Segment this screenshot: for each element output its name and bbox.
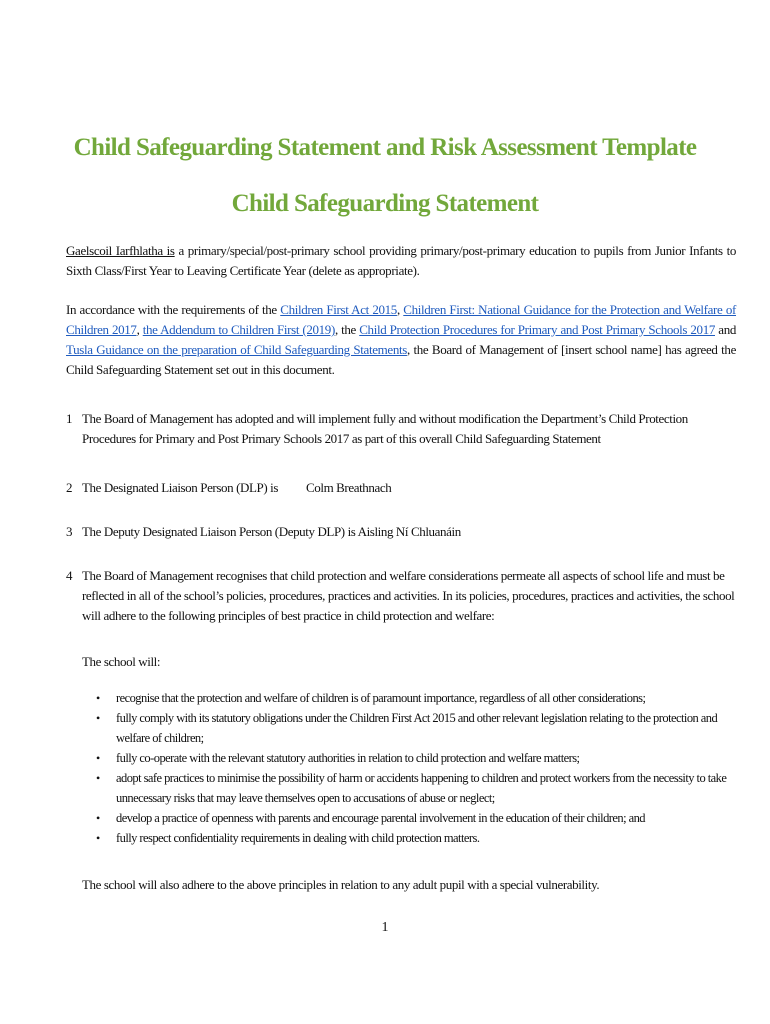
accordance-text: In accordance with the requirements of the xyxy=(66,302,281,317)
intro-paragraph xyxy=(66,241,736,281)
bullet-icon: • xyxy=(96,771,100,785)
accordance-paragraph xyxy=(66,300,736,380)
accordance-text: , the xyxy=(334,322,360,337)
list-item-text: adopt safe practices to minimise the possibility of harm or accidents happening to children and protect workers from the necessity to take unnecessary risks that may leave themselves open to accusations of abuse or neglect; xyxy=(116,771,727,805)
list-item xyxy=(82,688,738,708)
school-name: Gaelscoil Iarfhlatha is xyxy=(66,243,175,258)
item-text: The Board of Management has adopted and will implement fully and without modification the Department’s Child Protection Procedures for Primary and Post Primary Schools 2017 as part of this overall Child Safeguarding Statement xyxy=(82,411,688,446)
list-item xyxy=(82,708,738,748)
accordance-text: , the Board of Management of [insert school name] has agreed the Child Safeguarding Statement set out in this document. xyxy=(66,342,736,377)
numbered-item-2 xyxy=(66,478,736,498)
link-addendum[interactable]: the Addendum to Children First (2019) xyxy=(142,322,335,337)
item-text: The Designated Liaison Person (DLP) is xyxy=(82,480,279,495)
list-item xyxy=(82,828,738,848)
list-item xyxy=(82,768,738,808)
item-number: 1 xyxy=(66,411,73,426)
item-number: 3 xyxy=(66,524,73,539)
item-number: 2 xyxy=(66,480,73,495)
link-child-protection-procedures[interactable]: Child Protection Procedures for Primary and Post Primary Schools 2017 xyxy=(359,322,715,337)
list-item xyxy=(82,808,738,828)
accordance-text: , xyxy=(396,302,404,317)
numbered-item-3 xyxy=(66,522,736,542)
principles-list xyxy=(82,688,738,848)
item-text: The Board of Management recognises that child protection and welfare considerations permeate all aspects of school life and must be reflected in all of the school’s policies, procedures, practices and activities. In its policies, procedures, practices and activities, the school will adhere to the following principles of best practice in child protection and welfare: xyxy=(82,568,735,623)
accordance-text: and xyxy=(715,322,736,337)
list-item-text: fully respect confidentiality requirements in dealing with child protection matters. xyxy=(116,831,480,845)
numbered-item-4 xyxy=(66,566,736,626)
dlp-name: Colm Breathnach xyxy=(306,480,392,495)
list-item-text: recognise that the protection and welfare of children is of paramount importance, regardless of all other considerations; xyxy=(116,691,646,705)
item-text: The Deputy Designated Liaison Person (Deputy DLP) is Aisling Ní Chluanáin xyxy=(82,524,461,539)
closing-statement: The school will also adhere to the above principles in relation to any adult pupil with a special vulnerability. xyxy=(82,877,600,892)
list-item xyxy=(82,748,738,768)
bullet-icon: • xyxy=(96,711,100,725)
bullet-icon: • xyxy=(96,751,100,765)
school-will-heading: The school will: xyxy=(82,654,161,669)
document-title: Child Safeguarding Statement and Risk Assessment Template xyxy=(73,134,697,161)
link-tusla-guidance[interactable]: Tusla Guidance on the preparation of Child Safeguarding Statements xyxy=(66,342,407,357)
document-subtitle: Child Safeguarding Statement xyxy=(231,190,539,217)
bullet-icon: • xyxy=(96,691,100,705)
intro-text: a primary/special/post-primary school providing primary/post-primary education to pupils from Junior Infants to Sixth Class/First Year to Leaving Certificate Year (delete as appropriate). xyxy=(66,243,736,278)
numbered-item-1 xyxy=(66,409,736,449)
list-item-text: develop a practice of openness with parents and encourage parental involvement in the education of their children; and xyxy=(116,811,645,825)
page-number: 1 xyxy=(381,920,389,935)
list-item-text: fully comply with its statutory obligations under the Children First Act 2015 and other relevant legislation relating to the protection and welfare of children; xyxy=(116,711,718,745)
link-children-first-act[interactable]: Children First Act 2015 xyxy=(280,302,397,317)
list-item-text: fully co-operate with the relevant statutory authorities in relation to child protection and welfare matters; xyxy=(116,751,580,765)
bullet-icon: • xyxy=(96,831,100,845)
bullet-icon: • xyxy=(96,811,100,825)
link-national-guidance[interactable]: Children First: National Guidance for the Protection and Welfare of Children 2017 xyxy=(66,302,737,337)
item-number: 4 xyxy=(66,568,73,583)
accordance-text: , xyxy=(136,322,143,337)
